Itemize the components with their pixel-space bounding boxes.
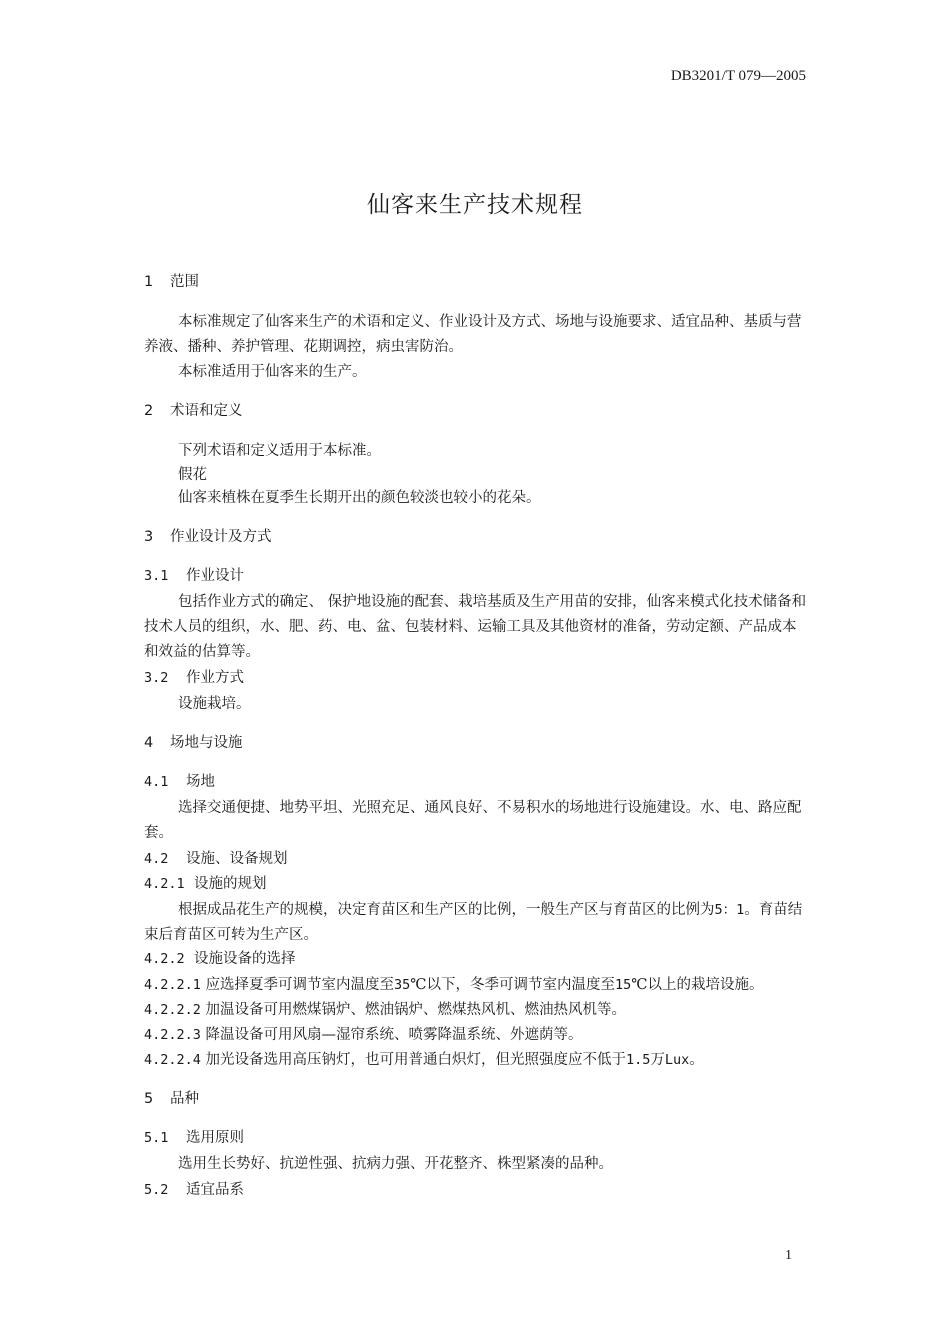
section-3-2-heading: 3.2 作业方式 bbox=[144, 670, 244, 686]
section-4-2-2-heading: 4.2.2 设施设备的选择 bbox=[144, 951, 296, 967]
section-3-1-heading: 3.1 作业设计 bbox=[144, 568, 244, 584]
section-4-2-1-text: 根据成品花生产的规模，决定育苗区和生产区的比例，一般生产区与育苗区的比例为5：1。育苗结束后育苗区可转为生产区。 bbox=[144, 902, 803, 943]
document-number: DB3201/T 079—2005 bbox=[670, 68, 806, 84]
page-number: 1 bbox=[785, 1248, 792, 1263]
section-1-paragraph-2: 本标准适用于仙客来的生产。 bbox=[178, 364, 367, 380]
section-5-2-heading: 5.2 适宜品系 bbox=[144, 1182, 244, 1198]
item-4-2-2-3: 4.2.2.3 降温设备可用风扇—湿帘系统、喷雾降温系统、外遮荫等。 bbox=[144, 1027, 583, 1043]
section-4-1-text: 选择交通便捷、地势平坦、光照充足、通风良好、不易积水的场地进行设施建设。水、电、路应配套。 bbox=[144, 800, 802, 841]
section-1-paragraph-1: 本标准规定了仙客来生产的术语和定义、作业设计及方式、场地与设施要求、适宜品种、基质与营养液、播种、养护管理、花期调控，病虫害防治。 bbox=[144, 314, 802, 355]
item-4-2-2-2: 4.2.2.2 加温设备可用燃煤锅炉、燃油锅炉、燃煤热风机、燃油热风机等。 bbox=[144, 1002, 627, 1018]
section-1-heading: 1 范围 bbox=[144, 274, 199, 290]
section-5-1-text: 选用生长势好、抗逆性强、抗病力强、开花整齐、株型紧凑的品种。 bbox=[178, 1156, 613, 1172]
section-4-2-heading: 4.2 设施、设备规划 bbox=[144, 851, 288, 867]
section-3-heading: 3 作业设计及方式 bbox=[144, 529, 272, 545]
term-name: 假花 bbox=[178, 467, 207, 483]
section-2-heading: 2 术语和定义 bbox=[144, 403, 243, 419]
document-title: 仙客来生产技术规程 bbox=[367, 192, 583, 218]
section-5-1-heading: 5.1 选用原则 bbox=[144, 1130, 244, 1146]
section-5-heading: 5 品种 bbox=[144, 1091, 199, 1107]
item-4-2-2-1: 4.2.2.1 应选择夏季可调节室内温度至35℃以下，冬季可调节室内温度至15℃以上的栽培设施。 bbox=[144, 977, 764, 993]
section-3-2-text: 设施栽培。 bbox=[178, 696, 251, 712]
section-4-heading: 4 场地与设施 bbox=[144, 735, 243, 751]
section-4-1-heading: 4.1 场地 bbox=[144, 774, 215, 790]
section-2-paragraph: 下列术语和定义适用于本标准。 bbox=[178, 443, 381, 459]
term-definition: 仙客来植株在夏季生长期开出的颜色较淡也较小的花朵。 bbox=[178, 490, 541, 506]
item-4-2-2-4: 4.2.2.4 加光设备选用高压钠灯，也可用普通白炽灯，但光照强度应不低于1.5万Lux。 bbox=[144, 1052, 704, 1068]
section-4-2-1-heading: 4.2.1 设施的规划 bbox=[144, 876, 267, 892]
section-3-1-text: 包括作业方式的确定、 保护地设施的配套、栽培基质及生产用苗的安排，仙客来模式化技术储备和技术人员的组织，水、肥、药、电、盆、包装材料、运输工具及其他资材的准备，劳动定额、产品成本和效益的估算等。 bbox=[144, 594, 807, 660]
document-body bbox=[144, 272, 808, 1204]
